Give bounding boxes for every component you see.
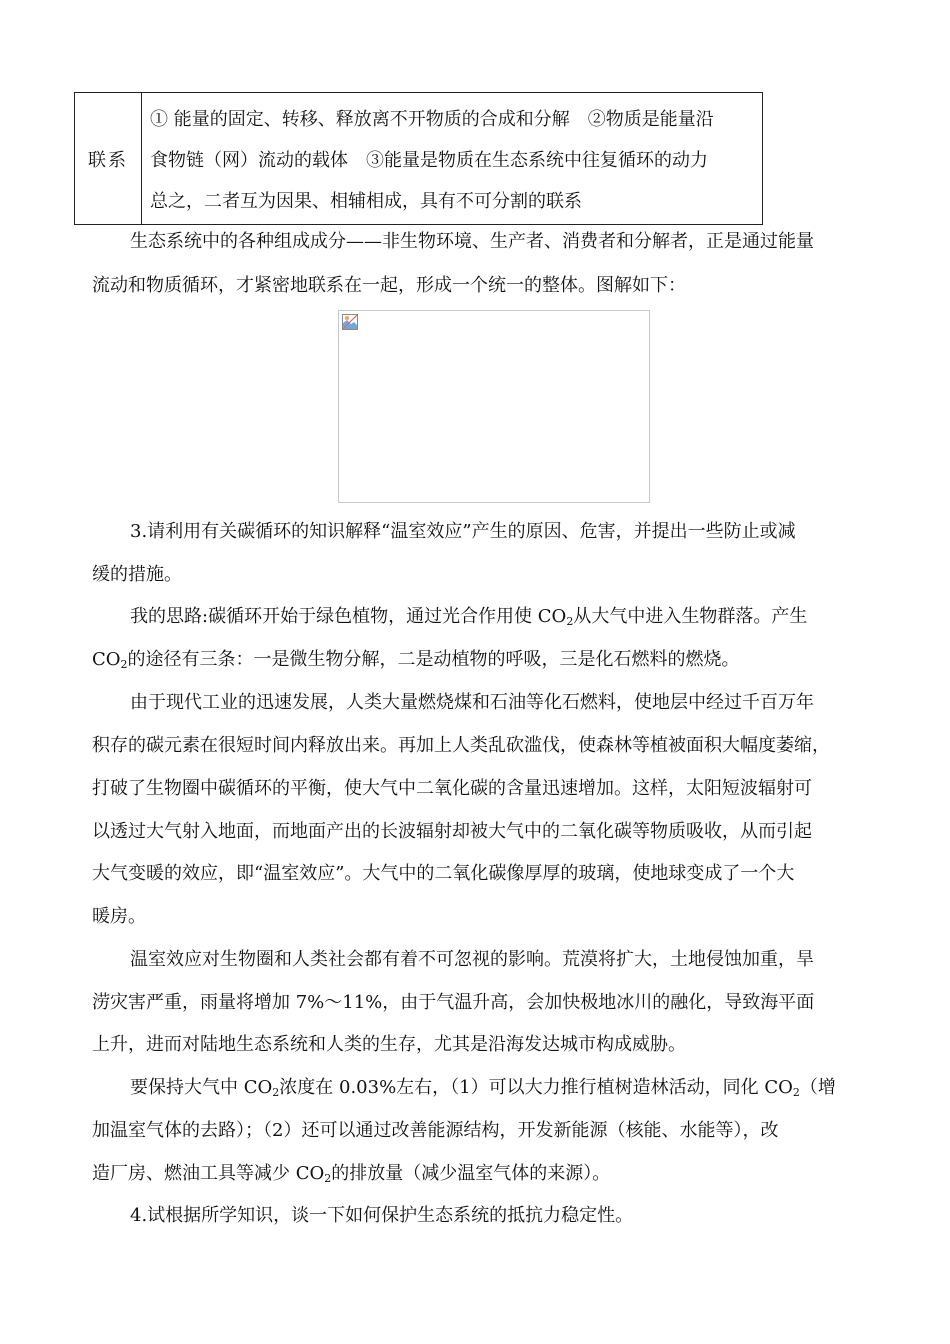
subscript: 2 [792,1086,800,1099]
cause-line: 大气变暖的效应，即“温室效应”。大气中的二氧化碳像厚厚的玻璃，使地球变成了一个大 [92,863,795,884]
thinking-line [130,596,910,643]
diagram-image-placeholder [338,310,650,503]
relation-table [74,92,763,225]
text-segment: CO [92,649,121,670]
text-segment: 造厂房、燃油工具等减少 CO [92,1163,325,1184]
relation-table-content [142,93,762,224]
subscript: 2 [566,615,574,628]
question-3-line: 3.请利用有关碳循环的知识解释“温室效应”产生的原因、危害，并提出一些防止或减 [130,521,796,542]
broken-image-icon [342,314,358,330]
relation-table-header: 联系 [75,93,142,224]
subscript: 2 [272,1086,280,1099]
intro-line: 生态系统中的各种组成成分——非生物环境、生产者、消费者和分解者，正是通过能量 [130,231,814,252]
question-4-line: 4.试根据所学知识，谈一下如何保护生态系统的抵抗力稳定性。 [130,1205,634,1226]
text-segment: 的途径有三条：一是微生物分解，二是动植物的呼吸，三是化石燃料的燃烧。 [127,649,740,670]
relation-line: ① 能量的固定、转移、释放离不开物质的合成和分解 ②物质是能量沿 [150,109,714,130]
text-segment: 的排放量（减少温室气体的来源）。 [331,1163,611,1184]
measures-line: 加温室气体的去路）；（2）还可以通过改善能源结构，开发新能源（核能、水能等），改 [92,1120,779,1141]
harm-line: 上升，进而对陆地生态系统和人类的生存，尤其是沿海发达城市构成威胁。 [92,1034,686,1055]
intro-line: 流动和物质循环，才紧密地联系在一起，形成一个统一的整体。图解如下： [92,275,686,296]
text-segment: 浓度在 0.03%左右，（1）可以大力推行植树造林活动，同化 CO [279,1077,793,1098]
relation-line: 总之，二者互为因果、相辅相成，具有不可分割的联系 [150,191,582,212]
cause-line: 暖房。 [92,906,146,927]
question-3-line: 缓的措施。 [92,564,182,585]
measures-line [130,1067,910,1114]
text-segment: 要保持大气中 CO [130,1077,273,1098]
cause-line: 打破了生物圈中碳循环的平衡，使大气中二氧化碳的含量迅速增加。这样，太阳短波辐射可 [92,778,812,799]
harm-line: 涝灾害严重，雨量将增加 7%～11%，由于气温升高，会加快极地冰川的融化，导致海平面 [92,992,815,1013]
subscript: 2 [324,1172,332,1185]
subscript: 2 [120,658,128,671]
cause-line: 由于现代工业的迅速发展，人类大量燃烧煤和石油等化石燃料，使地层中经过千百万年 [130,692,814,713]
relation-line: 食物链（网）流动的载体 ③能量是物质在生态系统中往复循环的动力 [150,150,708,171]
text-segment: 从大气中进入生物群落。产生 [573,606,808,627]
measures-line [92,1153,872,1200]
cause-line: 积存的碳元素在很短时间内释放出来。再加上人类乱砍滥伐，使森林等植被面积大幅度萎缩， [92,735,830,756]
text-segment: （增 [799,1077,836,1098]
harm-line: 温室效应对生物圈和人类社会都有着不可忽视的影响。荒漠将扩大，土地侵蚀加重，旱 [130,949,814,970]
cause-line: 以透过大气射入地面，而地面产出的长波辐射却被大气中的二氧化碳等物质吸收，从而引起 [92,821,812,842]
text-segment: 我的思路:碳循环开始于绿色植物，通过光合作用使 CO [130,606,567,627]
thinking-line [92,639,872,686]
